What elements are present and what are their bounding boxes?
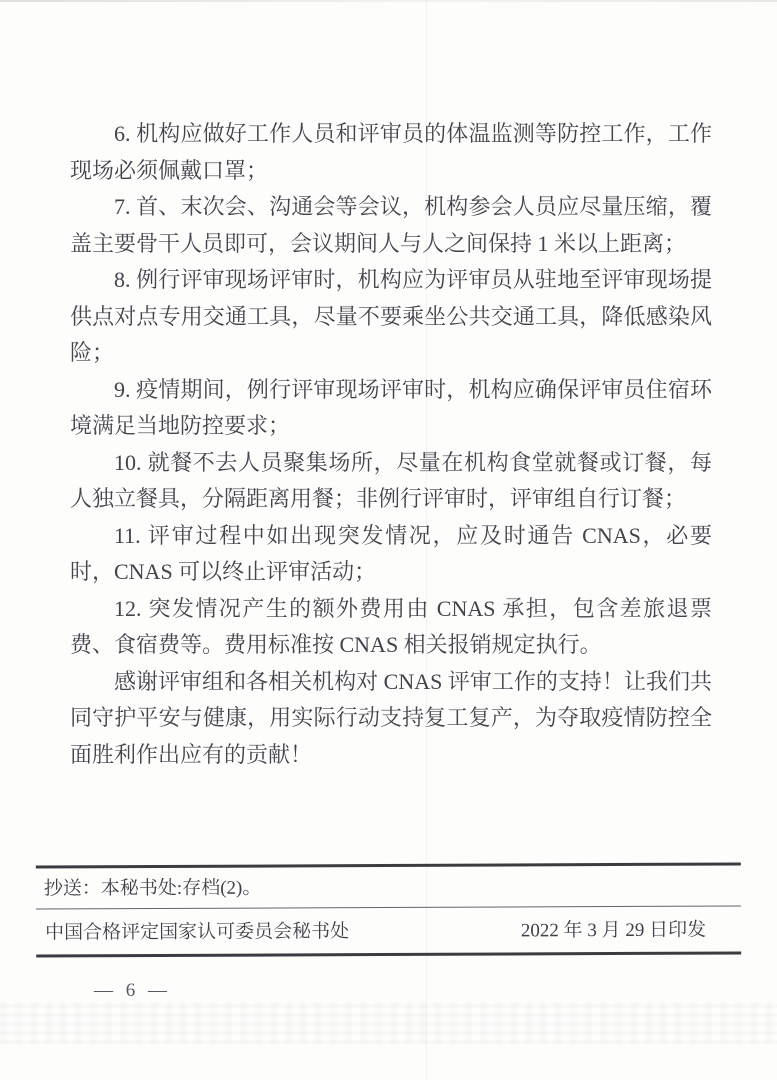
paragraph-item-7: 7. 首、末次会、沟通会等会议，机构参会人员应尽量压缩，覆盖主要骨干人员即可，会议期间人与人之间保持 1 米以上距离； [70,194,712,256]
paragraph-item-12: 12. 突发情况产生的额外费用由 CNAS 承担，包含差旅退票费、食宿费等。费用标准按 CNAS 相关报销规定执行。 [70,595,712,657]
print-date: 2022 年 3 月 29 日印发 [520,919,707,942]
cc-line: 抄送：本秘书处:存档(2)。 [43,877,262,900]
closing-paragraph: 感谢评审组和各相关机构对 CNAS 评审工作的支持！让我们共同守护平安与健康，用实际行动支持复工复产，为夺取疫情防控全面胜利作出应有的贡献！ [70,668,712,767]
paragraph-item-9: 9. 疫情期间，例行评审现场评审时，机构应确保评审员住宿环境满足当地防控要求； [70,376,712,438]
issuer-name: 中国合格评定国家认可委员会秘书处 [45,921,350,944]
scan-edge-artifact [0,0,777,2]
colophon-block [36,862,741,957]
paragraph-item-8: 8. 例行评审现场评审时，机构应为评审员从驻地至评审现场提供点对点专用交通工具，尽量不要乘坐公共交通工具，降低感染风险； [70,267,712,365]
scan-noise-artifact [0,1002,777,1044]
document-body [70,116,712,773]
page-number: — 6 — [94,980,171,1001]
paragraph-item-10: 10. 就餐不去人员聚集场所，尽量在机构食堂就餐或订餐，每人独立餐具，分隔距离用餐；非例行评审时，评审组自行订餐； [70,449,712,511]
paragraph-item-6: 6. 机构应做好工作人员和评审员的体温监测等防控工作，工作现场必须佩戴口罩； [70,121,712,183]
paragraph-item-11: 11. 评审过程中如出现突发情况，应及时通告 CNAS，必要时，CNAS 可以终止评审活动； [70,522,712,584]
issuer-row [36,906,741,954]
